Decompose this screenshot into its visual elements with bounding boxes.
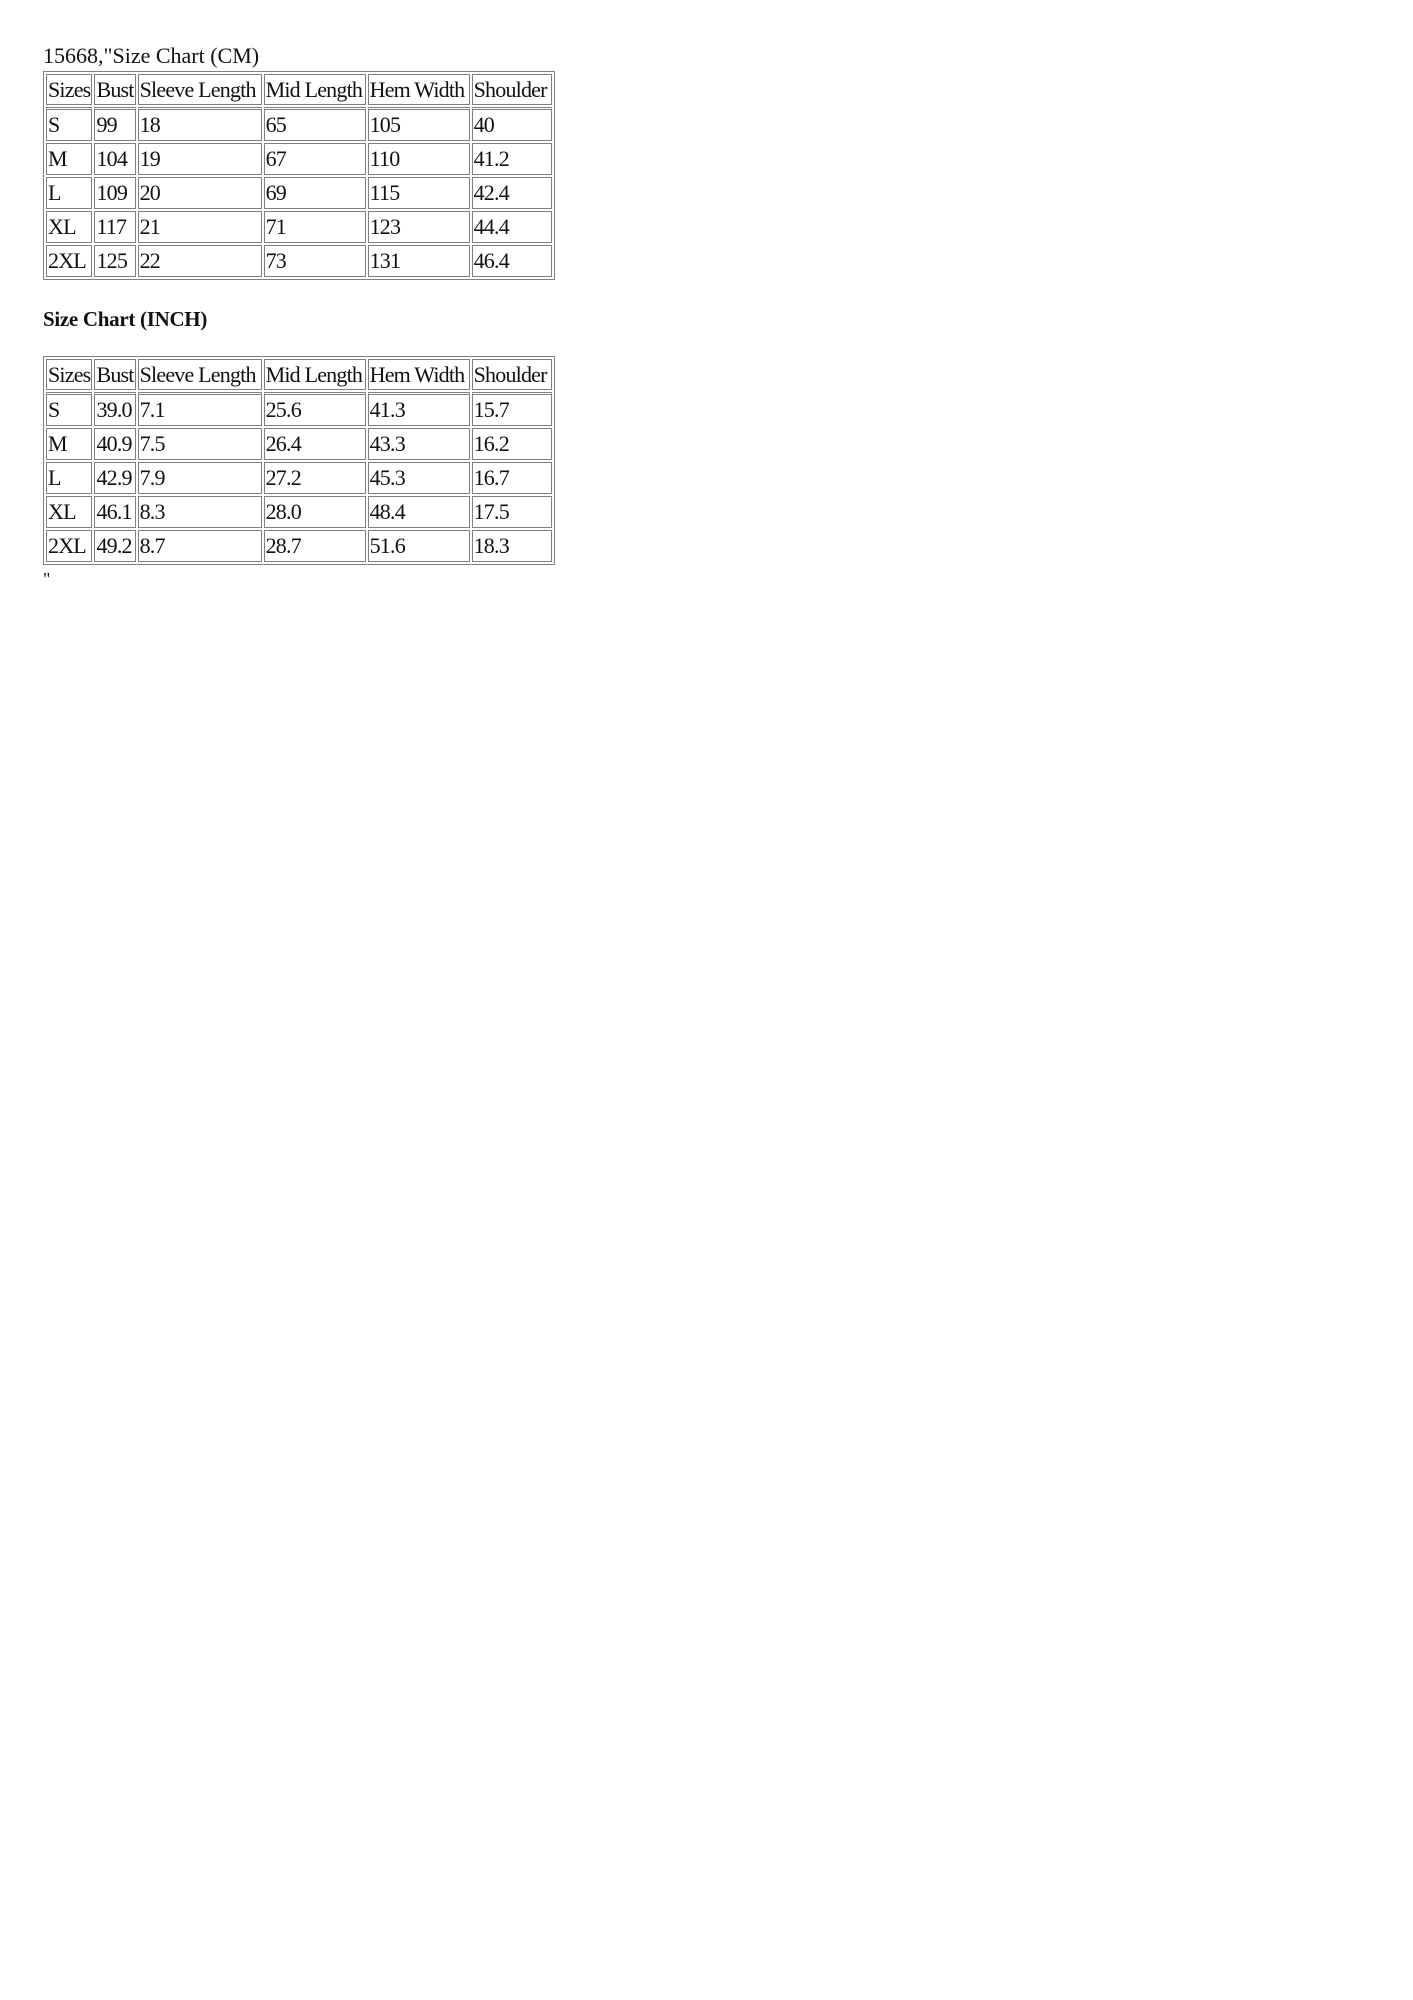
- shoulder-cell: 42.4: [472, 177, 552, 209]
- hem-width-cell: 45.3: [368, 462, 470, 494]
- bust-cell: 39.0: [94, 392, 135, 426]
- size-cell: XL: [46, 496, 92, 528]
- column-header-bust: Bust: [94, 74, 135, 105]
- size-cell: L: [46, 177, 92, 209]
- cm-size-table: [43, 71, 555, 280]
- table-row: [46, 211, 552, 243]
- hem-width-cell: 43.3: [368, 428, 470, 460]
- table-header-row: [46, 74, 552, 105]
- table-row: [46, 143, 552, 175]
- mid-length-cell: 27.2: [264, 462, 366, 494]
- sleeve-length-cell: 7.9: [138, 462, 262, 494]
- shoulder-cell: 18.3: [472, 530, 552, 562]
- shoulder-cell: 41.2: [472, 143, 552, 175]
- hem-width-cell: 48.4: [368, 496, 470, 528]
- size-cell: XL: [46, 211, 92, 243]
- sleeve-length-cell: 19: [138, 143, 262, 175]
- shoulder-cell: 15.7: [472, 392, 552, 426]
- bust-cell: 49.2: [94, 530, 135, 562]
- inch-size-table: [43, 356, 555, 565]
- size-cell: S: [46, 107, 92, 141]
- size-cell: M: [46, 143, 92, 175]
- mid-length-cell: 67: [264, 143, 366, 175]
- sleeve-length-cell: 8.3: [138, 496, 262, 528]
- bust-cell: 104: [94, 143, 135, 175]
- column-header-bust: Bust: [94, 359, 135, 390]
- mid-length-cell: 28.0: [264, 496, 366, 528]
- bust-cell: 40.9: [94, 428, 135, 460]
- bust-cell: 117: [94, 211, 135, 243]
- mid-length-cell: 73: [264, 245, 366, 277]
- shoulder-cell: 16.7: [472, 462, 552, 494]
- column-header-shoulder: Shoulder: [472, 359, 552, 390]
- sleeve-length-cell: 22: [138, 245, 262, 277]
- table-header-row: [46, 359, 552, 390]
- hem-width-cell: 51.6: [368, 530, 470, 562]
- column-header-sleeve-length: Sleeve Length: [138, 74, 262, 105]
- closing-quote-text: ": [43, 569, 51, 589]
- mid-length-cell: 65: [264, 107, 366, 141]
- sleeve-length-cell: 7.5: [138, 428, 262, 460]
- shoulder-cell: 44.4: [472, 211, 552, 243]
- mid-length-cell: 25.6: [264, 392, 366, 426]
- table-row: [46, 530, 552, 562]
- hem-width-cell: 123: [368, 211, 470, 243]
- bust-cell: 46.1: [94, 496, 135, 528]
- mid-length-cell: 28.7: [264, 530, 366, 562]
- hem-width-cell: 115: [368, 177, 470, 209]
- bust-cell: 42.9: [94, 462, 135, 494]
- table-row: [46, 392, 552, 426]
- bust-cell: 109: [94, 177, 135, 209]
- mid-length-cell: 71: [264, 211, 366, 243]
- column-header-mid-length: Mid Length: [264, 74, 366, 105]
- mid-length-cell: 26.4: [264, 428, 366, 460]
- table-row: [46, 496, 552, 528]
- column-header-shoulder: Shoulder: [472, 74, 552, 105]
- hem-width-cell: 110: [368, 143, 470, 175]
- hem-width-cell: 131: [368, 245, 470, 277]
- table-row: [46, 462, 552, 494]
- table-row: [46, 245, 552, 277]
- shoulder-cell: 40: [472, 107, 552, 141]
- column-header-sizes: Sizes: [46, 359, 92, 390]
- column-header-mid-length: Mid Length: [264, 359, 366, 390]
- hem-width-cell: 41.3: [368, 392, 470, 426]
- table-row: [46, 428, 552, 460]
- shoulder-cell: 17.5: [472, 496, 552, 528]
- size-cell: 2XL: [46, 245, 92, 277]
- column-header-sizes: Sizes: [46, 74, 92, 105]
- size-cell: 2XL: [46, 530, 92, 562]
- column-header-sleeve-length: Sleeve Length: [138, 359, 262, 390]
- sleeve-length-cell: 20: [138, 177, 262, 209]
- hem-width-cell: 105: [368, 107, 470, 141]
- shoulder-cell: 16.2: [472, 428, 552, 460]
- column-header-hem-width: Hem Width: [368, 359, 470, 390]
- table-row: [46, 177, 552, 209]
- sleeve-length-cell: 21: [138, 211, 262, 243]
- sleeve-length-cell: 8.7: [138, 530, 262, 562]
- size-cell: L: [46, 462, 92, 494]
- bust-cell: 125: [94, 245, 135, 277]
- size-cell: M: [46, 428, 92, 460]
- table-row: [46, 107, 552, 141]
- inch-size-chart-heading: Size Chart (INCH): [43, 307, 208, 331]
- shoulder-cell: 46.4: [472, 245, 552, 277]
- column-header-hem-width: Hem Width: [368, 74, 470, 105]
- sleeve-length-cell: 7.1: [138, 392, 262, 426]
- cm-size-chart-heading: 15668,"Size Chart (CM): [43, 43, 260, 68]
- mid-length-cell: 69: [264, 177, 366, 209]
- bust-cell: 99: [94, 107, 135, 141]
- size-cell: S: [46, 392, 92, 426]
- sleeve-length-cell: 18: [138, 107, 262, 141]
